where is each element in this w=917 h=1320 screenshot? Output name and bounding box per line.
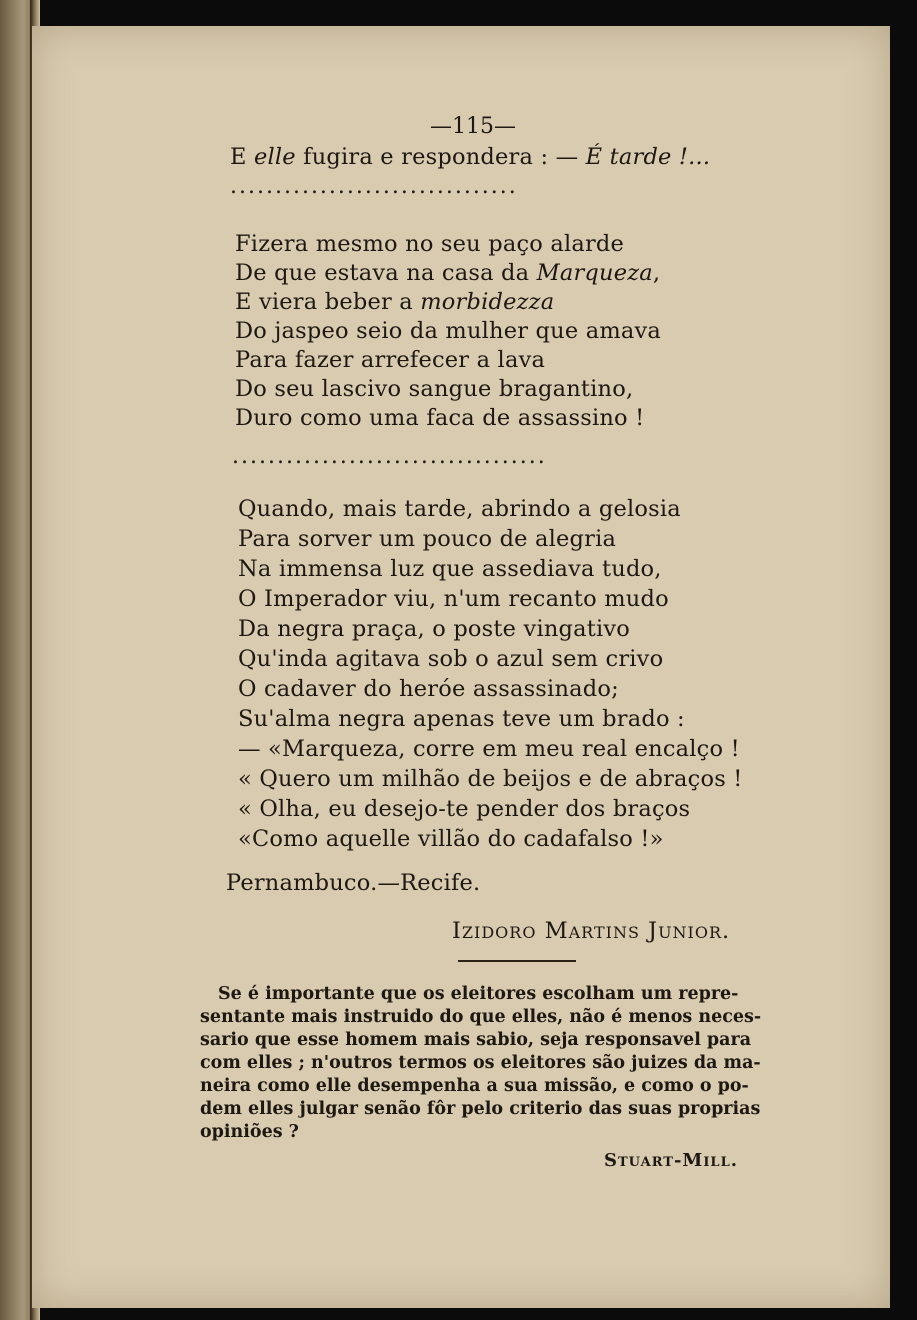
verse-text: Do jaspeo seio da mulher que amava bbox=[235, 318, 662, 344]
verse-line: « Quero um milhão de beijos e de abraços ! bbox=[238, 766, 743, 792]
dotted-separator-2: ................................... bbox=[232, 444, 547, 469]
opening-line bbox=[230, 144, 710, 170]
verse-text: De que estava na casa da bbox=[235, 260, 537, 286]
opening-prefix: E bbox=[230, 144, 254, 170]
quote-author: Stuart-Mill. bbox=[604, 1150, 738, 1171]
verse-line bbox=[235, 318, 661, 344]
verse-line: Qu'inda agitava sob o azul sem crivo bbox=[238, 646, 664, 672]
opening-elle: elle bbox=[253, 144, 296, 170]
quote-line: opiniões ? bbox=[200, 1122, 299, 1142]
separator-rule bbox=[458, 960, 576, 962]
opening-middle: fugira e respondera : — bbox=[295, 144, 586, 170]
verse-text: E viera beber a bbox=[235, 289, 421, 315]
verse-line: O cadaver do heróe assassinado; bbox=[238, 676, 619, 702]
verse-line: Para sorver um pouco de alegria bbox=[238, 526, 617, 552]
verse-line: — «Marqueza, corre em meu real encalço ! bbox=[238, 736, 740, 762]
quote-line: sentante mais instruido do que elles, não é menos neces- bbox=[200, 1007, 762, 1027]
verse-line: Da negra praça, o poste vingativo bbox=[238, 616, 631, 642]
quote-line: Se é importante que os eleitores escolham um repre- bbox=[218, 984, 739, 1004]
verse-line: Su'alma negra apenas teve um brado : bbox=[238, 706, 685, 732]
verse-text: Fizera mesmo no seu paço alarde bbox=[235, 231, 625, 257]
verse-line: «Como aquelle villão do cadafalso !» bbox=[238, 826, 664, 852]
verse-italic: morbidezza bbox=[420, 289, 555, 315]
quote-line: sario que esse homem mais sabio, seja responsavel para bbox=[200, 1030, 752, 1050]
verse-text: Do seu lascivo sangue bragantino, bbox=[235, 376, 634, 402]
author-signature: Izidoro Martins Junior. bbox=[452, 918, 731, 944]
verse-text: , bbox=[652, 260, 661, 286]
verse-line: O Imperador viu, n'um recanto mudo bbox=[238, 586, 669, 612]
quote-line: com elles ; n'outros termos os eleitores são juizes da ma- bbox=[200, 1053, 761, 1073]
verse-line: « Olha, eu desejo-te pender dos braços bbox=[238, 796, 691, 822]
quote-line: dem elles julgar senão fôr pelo criterio das suas proprias bbox=[200, 1099, 761, 1119]
verse-line bbox=[235, 347, 545, 373]
verse-line bbox=[235, 405, 644, 431]
place-line: Pernambuco.—Recife. bbox=[226, 870, 481, 896]
opening-tarde: É tarde !... bbox=[585, 144, 711, 170]
verse-italic: Marqueza bbox=[536, 260, 653, 286]
quote-line: neira como elle desempenha a sua missão, e como o po- bbox=[200, 1076, 749, 1096]
verse-line bbox=[235, 289, 554, 315]
verse-line bbox=[235, 231, 624, 257]
book-page bbox=[32, 26, 890, 1308]
page-number: —115— bbox=[430, 114, 516, 139]
verse-line: Na immensa luz que assediava tudo, bbox=[238, 556, 662, 582]
verse-text: Para fazer arrefecer a lava bbox=[235, 347, 546, 373]
dotted-separator-1: ................................ bbox=[230, 174, 518, 199]
verse-text: Duro como uma faca de assassino ! bbox=[235, 405, 645, 431]
verse-line bbox=[235, 260, 660, 286]
verse-line bbox=[235, 376, 633, 402]
verse-line: Quando, mais tarde, abrindo a gelosia bbox=[238, 496, 681, 522]
